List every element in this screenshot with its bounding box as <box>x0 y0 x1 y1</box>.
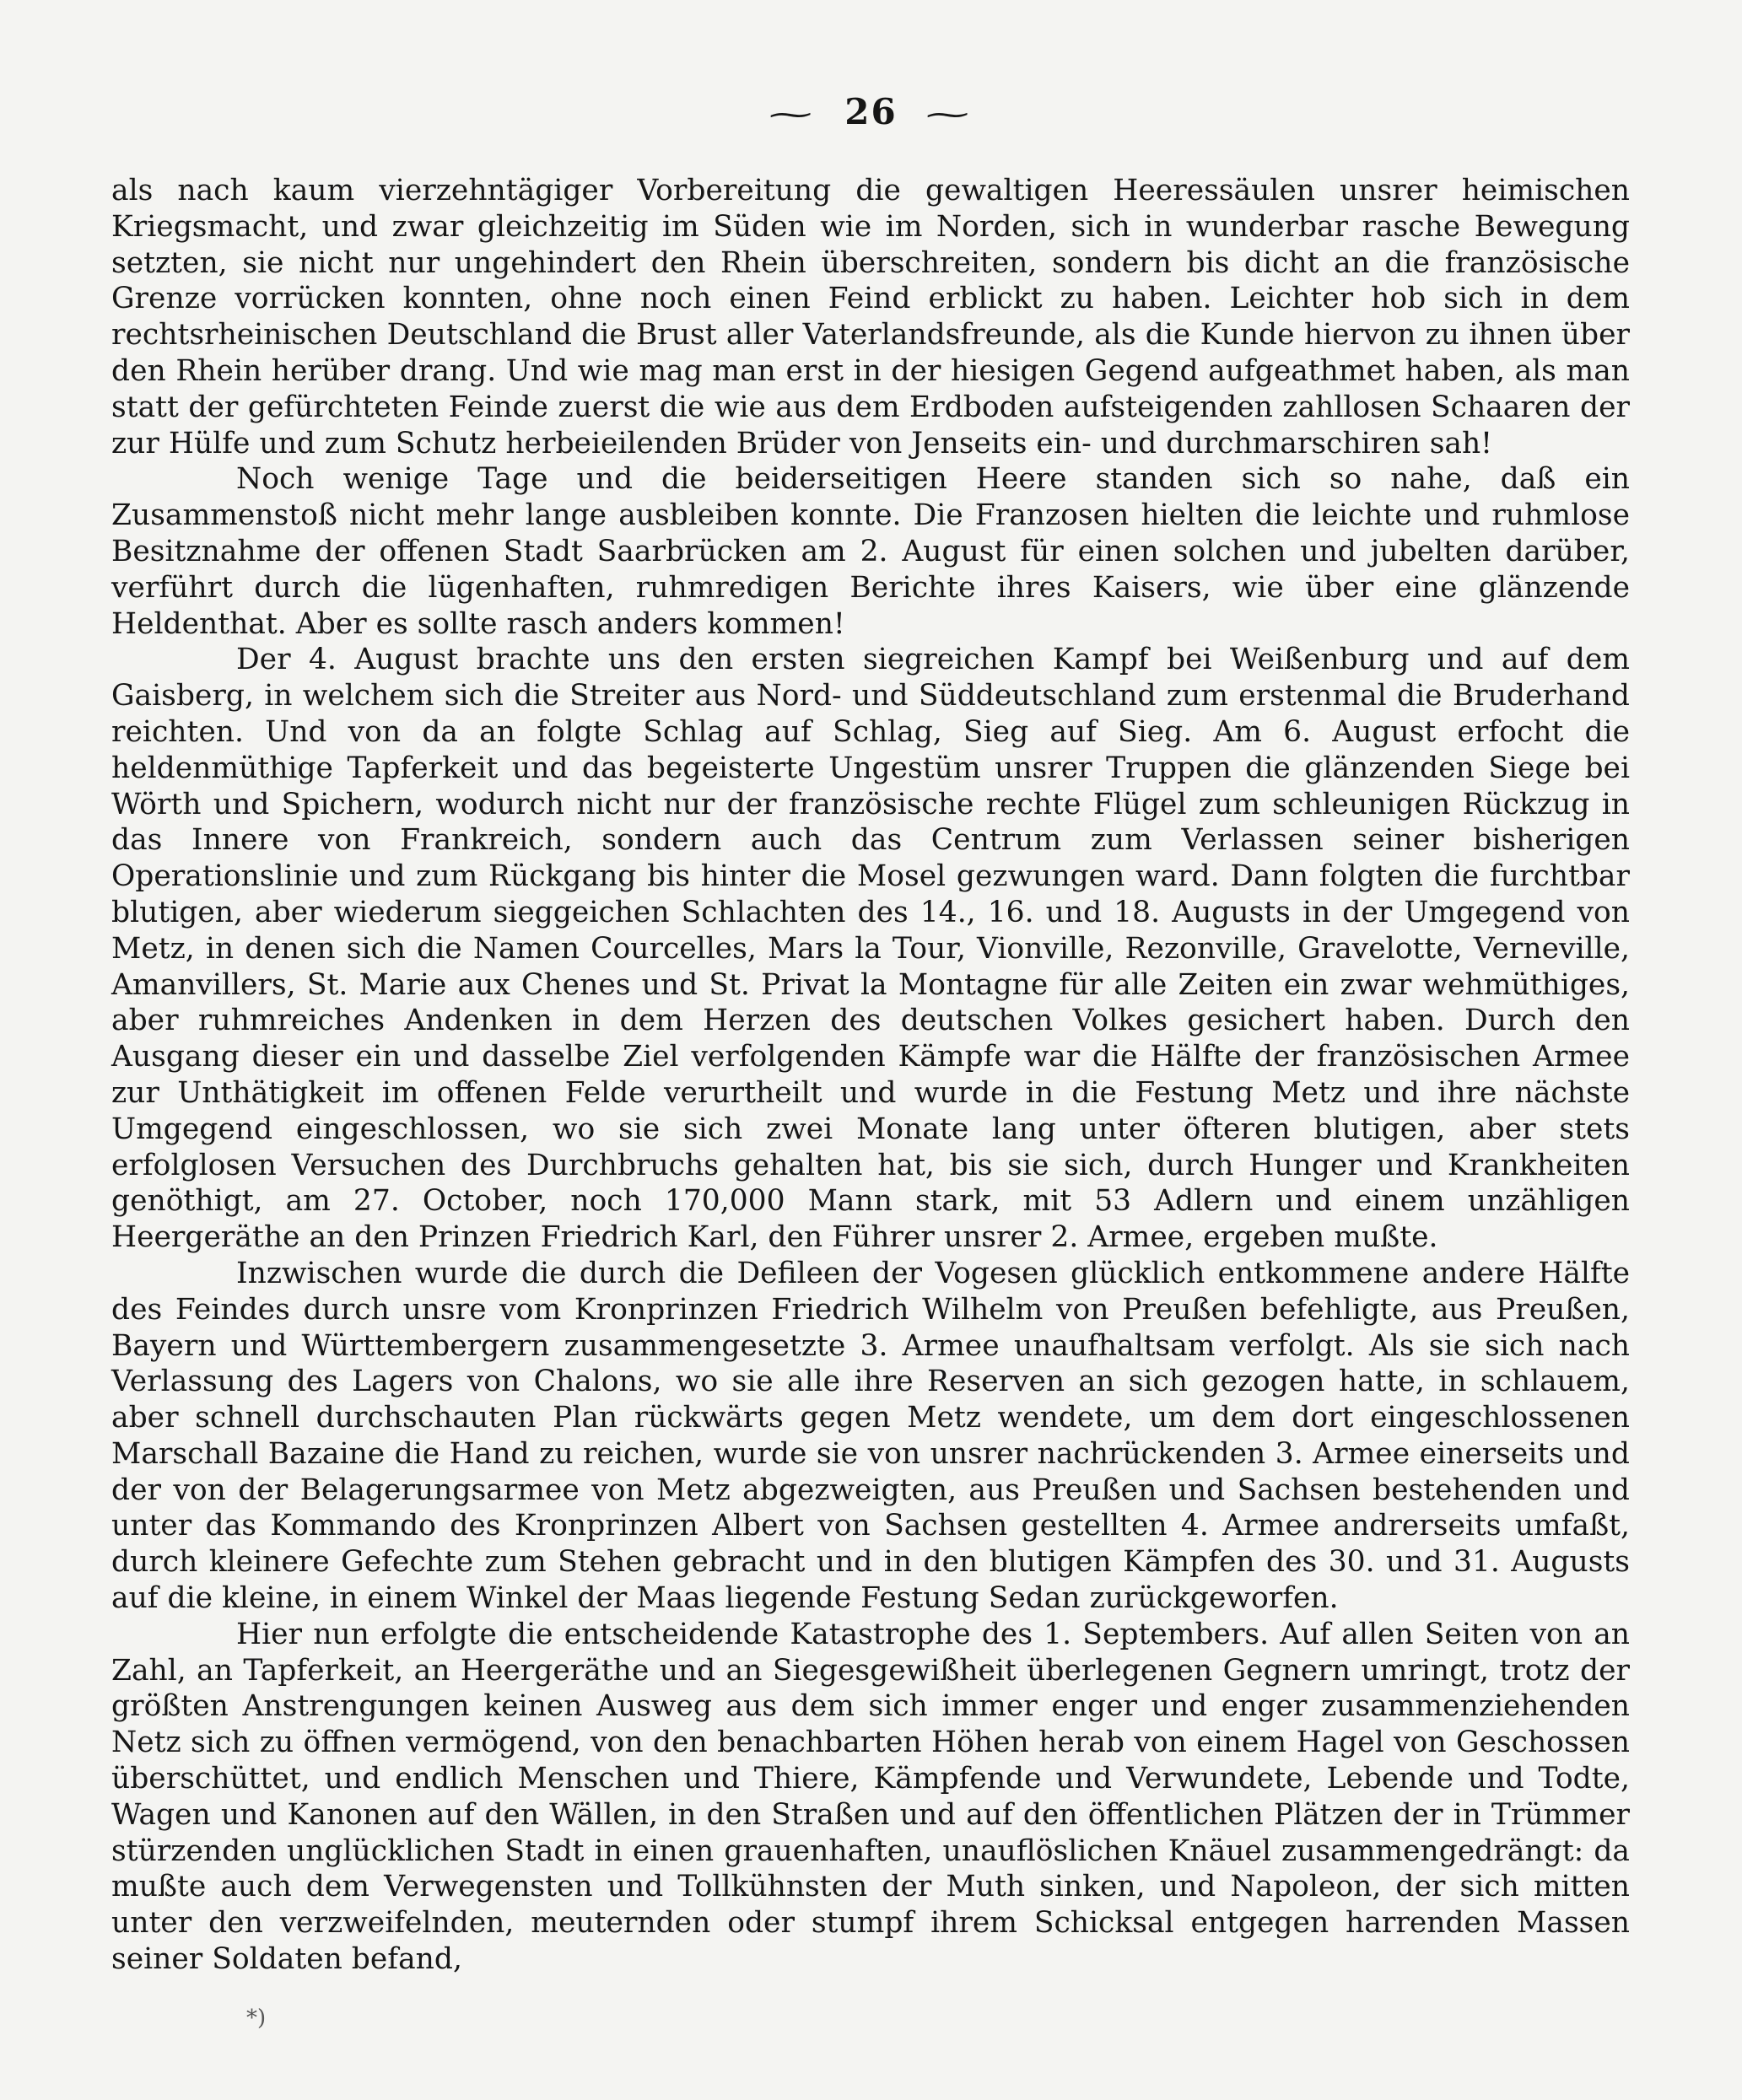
ornament-right-icon: ~ <box>921 98 979 132</box>
paragraph: Inzwischen wurde die durch die Defileen der Vogesen glücklich entkommene andere Hälfte des Feindes durch unsre vom Kronprinzen Friedrich Wilhelm von Preußen befehligte, aus Preußen, Bayern und Württembergern zusammengesetzte 3. Armee unaufhaltsam verfolgt. Als sie sich nach Verlassung des Lagers von Chalons, wo sie alle ihre Reserven an sich gezogen hatte, in schlauem, aber schnell durchschauten Plan rückwärts gegen Metz wendete, um dem dort eingeschlossenen Marschall Bazaine die Hand zu reichen, wurde sie von unsrer nachrückenden 3. Armee einerseits und der von der Belagerungsarmee von Metz abgezweigten, aus Preußen und Sachsen bestehenden und unter das Kommando des Kronprinzen Albert von Sachsen gestellten 4. Armee andrerseits umfaßt, durch kleinere Gefechte zum Stehen gebracht und in den blutigen Kämpfen des 30. und 31. Augusts auf die kleine, in einem Winkel der Maas liegende Festung Sedan zurückgeworfen. <box>111 1256 1630 1616</box>
paragraph-continued: als nach kaum vierzehntägiger Vorbereitung die gewaltigen Heeressäulen unsrer heimischen Kriegsmacht, und zwar gleichzeitig im Süden wie im Norden, sich in wunderbar rasche Bewegung setzten, sie nicht nur ungehindert den Rhein überschreiten, sondern bis dicht an die französische Grenze vorrücken konnten, ohne noch einen Feind erblickt zu haben. Leichter hob sich in dem rechtsrheinischen Deutschland die Brust aller Vaterlandsfreunde, als die Kunde hiervon zu ihnen über den Rhein herüber drang. Und wie mag man erst in der hiesigen Gegend aufgeathmet haben, als man statt der gefürchteten Feinde zuerst die wie aus dem Erdboden aufsteigenden zahllosen Schaaren der zur Hülfe und zum Schutz herbeieilenden Brüder von Jenseits ein- und durchmarschiren sah! <box>111 174 1630 460</box>
ornament-left-icon: ~ <box>763 98 821 132</box>
paragraph: Der 4. August brachte uns den ersten siegreichen Kampf bei Weißenburg und auf dem Gaisberg, in welchem sich die Streiter aus Nord- und Süddeutschland zum erstenmal die Bruderhand reichten. Und von da an folgte Schlag auf Schlag, Sieg auf Sieg. Am 6. August erfocht die heldenmüthige Tapferkeit und das begeisterte Ungestüm unsrer Truppen die glänzenden Siege bei Wörth und Spichern, wodurch nicht nur der französische rechte Flügel zum schleunigen Rückzug in das Innere von Frankreich, sondern auch das Centrum zum Verlassen seiner bisherigen Operationslinie und zum Rückgang bis hinter die Mosel gezwungen ward. Dann folgten die furchtbar blutigen, aber wiederum sieggeichen Schlachten des 14., 16. und 18. Augusts in der Umgegend von Metz, in denen sich die Namen Courcelles, Mars la Tour, Vionville, Rezonville, Gravelotte, Verneville, Amanvillers, St. Marie aux Chenes und St. Privat la Montagne für alle Zeiten ein zwar wehmüthiges, aber ruhmreiches Andenken in dem Herzen des deutschen Volkes gesichert haben. Durch den Ausgang dieser ein und dasselbe Ziel verfolgenden Kämpfe war die Hälfte der französischen Armee zur Unthätigkeit im offenen Felde verurtheilt und wurde in die Festung Metz und ihre nächste Umgegend eingeschlossen, wo sie sich zwei Monate lang unter öfteren blutigen, aber stets erfolglosen Versuchen des Durchbruchs gehalten hat, bis sie sich, durch Hunger und Krankheiten genöthigt, am 27. October, noch 170,000 Mann stark, mit 53 Adlern und einem unzähligen Heergeräthe an den Prinzen Friedrich Karl, den Führer unsrer 2. Armee, ergeben mußte. <box>111 643 1630 1255</box>
footer-mark: *) <box>246 2006 267 2031</box>
paragraph: Noch wenige Tage und die beiderseitigen Heere standen sich so nahe, daß ein Zusammenstoß nicht mehr lange ausbleiben konnte. Die Franzosen hielten die leichte und ruhmlose Besitznahme der offenen Stadt Saarbrücken am 2. August für einen solchen und jubelten darüber, verführt durch die lügenhaften, ruhmredigen Berichte ihres Kaisers, wie über eine glänzende Heldenthat. Aber es sollte rasch anders kommen! <box>111 462 1630 641</box>
page-header <box>0 91 1742 132</box>
paragraph: Hier nun erfolgte die entscheidende Katastrophe des 1. Septembers. Auf allen Seiten von an Zahl, an Tapferkeit, an Heergeräthe und an Siegesgewißheit überlegenen Gegnern umringt, trotz der größten Anstrengungen keinen Ausweg aus dem sich immer enger und enger zusammenziehenden Netz sich zu öffnen vermögend, von den benachbarten Höhen herab von einem Hagel von Geschossen überschüttet, und endlich Menschen und Thiere, Kämpfende und Verwundete, Lebende und Todte, Wagen und Kanonen auf den Wällen, in den Straßen und auf den öffentlichen Plätzen der in Trümmer stürzenden unglücklichen Stadt in einen grauenhaften, unauflöslichen Knäuel zusammengedrängt: da mußte auch dem Verwegensten und Tollkühnsten der Muth sinken, und Napoleon, der sich mitten unter den verzweifelnden, meuternden oder stumpf ihrem Schicksal entgegen harrenden Massen seiner Soldaten befand, <box>111 1617 1630 1977</box>
body-text <box>111 173 1630 1978</box>
page-number: 26 <box>844 91 898 132</box>
